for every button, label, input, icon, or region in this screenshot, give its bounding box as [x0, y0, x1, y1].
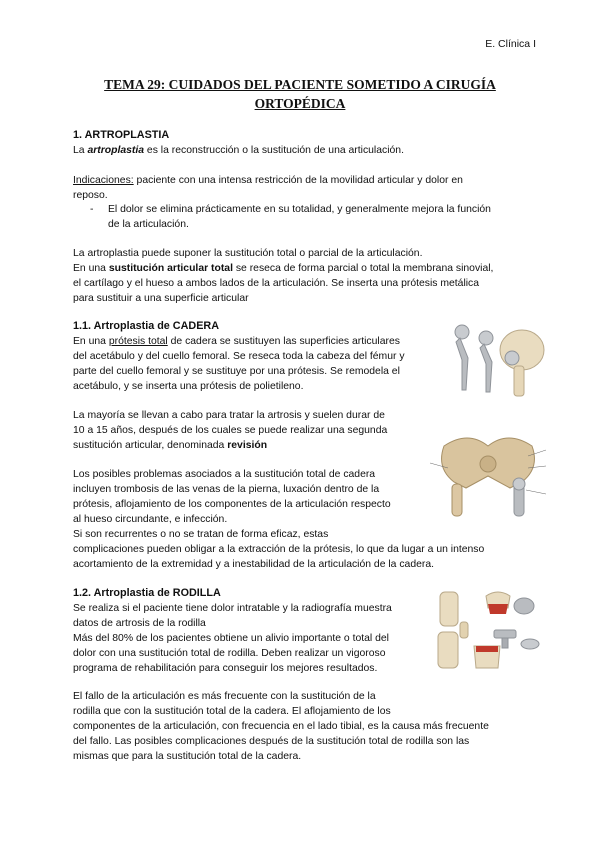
knee-line-3: Más del 80% de los pacientes obtiene un alivio importante o total del: [73, 633, 389, 644]
bullet-mark: -: [90, 204, 94, 215]
section-1-heading: 1. ARTROPLASTIA: [73, 129, 170, 141]
hip-complications-line-7: acortamiento de la extremidad y a inestabilidad de la articulación de la cadera.: [73, 559, 434, 570]
m3-bold: revisión: [227, 440, 268, 451]
indications-line-2: reposo.: [73, 190, 108, 201]
hip-complications-line-2: incluyen trombosis de las venas de la pierna, luxación dentro de la: [73, 484, 380, 495]
knee-line-4: dolor con una sustitución total de rodilla. Deben realizar un vigoroso: [73, 648, 386, 659]
hip-line-3: parte del cuello femoral y se sustituye por una prótesis. Se remodela el: [73, 366, 400, 377]
paragraph-total-line-2: el cartílago y el hueso a ambos lados de la articulación. Se inserta una prótesis metálica: [73, 278, 480, 289]
hip-prosthesis-figure: [440, 318, 550, 400]
title-line-2: ORTOPÉDICA: [254, 96, 346, 111]
page-title: [60, 75, 540, 113]
bullet-line-2: de la articulación.: [108, 219, 189, 230]
hip-l1-underline: prótesis total: [108, 336, 168, 347]
paragraph-total-line-3: para sustituir a una superficie articular: [73, 293, 249, 304]
indications-text: paciente con una intensa restricción de la movilidad articular y dolor en: [133, 175, 463, 186]
section-1-1-heading: 1.1. Artroplastia de CADERA: [73, 320, 219, 332]
knee-failure-line-3: componentes de la articulación, con frecuencia en el lado tibial, es la causa más frecuente: [73, 721, 489, 732]
hip-l1-post: de cadera se sustituyen las superficies articulares: [167, 336, 400, 347]
paragraph-total-line-1: [73, 261, 493, 276]
hip-complications-line-4: al hueso circundante, e infección.: [73, 514, 228, 525]
m3-pre: sustitución articular, denominada: [73, 440, 228, 451]
indications-line-1: [73, 173, 463, 188]
hip-complications-line-3: prótesis, aflojamiento de los componentes de la articulación respecto: [73, 499, 391, 510]
bullet-line-1: El dolor se elimina prácticamente en su totalidad, y generalmente mejora la función: [108, 204, 491, 215]
section-1-2-heading: 1.2. Artroplastia de RODILLA: [73, 587, 221, 599]
knee-failure-line-4: del fallo. Las posibles complicaciones después de la sustitución total de rodilla son las: [73, 736, 470, 747]
p2-pre: En una: [73, 263, 109, 274]
indications-label: Indicaciones:: [73, 175, 134, 186]
def-post: es la reconstrucción o la sustitución de una articulación.: [144, 145, 404, 156]
hip-complications-line-5: Si son recurrentes o no se tratan de forma eficaz, estas: [73, 529, 329, 540]
hip-complications-line-1: Los posibles problemas asociados a la sustitución total de cadera: [73, 469, 376, 480]
hip-l1-pre: En una: [73, 336, 109, 347]
pelvis-figure: [428, 428, 550, 518]
p2-bold: sustitución articular total: [108, 263, 233, 274]
knee-failure-line-1: El fallo de la articulación es más frecuente con la sustitución de la: [73, 691, 376, 702]
knee-line-5: programa de rehabilitación para conseguir los mejores resultados.: [73, 663, 378, 674]
hip-line-2: del acetábulo y del cuello femoral. Se reseca toda la cabeza del fémur y: [73, 351, 405, 362]
course-header: E. Clínica I: [485, 38, 536, 50]
knee-failure-line-2: rodilla que con la sustitución total de la cadera. El aflojamiento de los: [73, 706, 391, 717]
knee-line-1: Se realiza si el paciente tiene dolor intratable y la radiografía muestra: [73, 603, 392, 614]
hip-complications-line-6: complicaciones pueden obligar a la extracción de la prótesis, lo que da lugar a un intenso: [73, 544, 485, 555]
definition-paragraph: [73, 143, 404, 158]
hip-durability-line-2: 10 a 15 años, después de los cuales se puede realizar una segunda: [73, 425, 388, 436]
hip-line-1: [73, 334, 400, 349]
hip-durability-line-1: La mayoría se llevan a cabo para tratar la artrosis y suelen durar de: [73, 410, 385, 421]
hip-line-4: acetábulo, y se inserta una prótesis de polietileno.: [73, 381, 304, 392]
hip-durability-line-3: [73, 438, 267, 453]
def-pre: La: [73, 145, 88, 156]
knee-failure-line-5: mismas que para la sustitución total de la cadera.: [73, 751, 302, 762]
def-term: artroplastia: [87, 145, 145, 156]
knee-line-2: datos de artrosis de la rodilla: [73, 618, 206, 629]
paragraph-total-partial: La artroplastia puede suponer la sustitución total o parcial de la articulación.: [73, 248, 423, 259]
title-line-1: TEMA 29: CUIDADOS DEL PACIENTE SOMETIDO A CIRUGÍA: [104, 77, 496, 92]
knee-prosthesis-figure: [432, 588, 550, 672]
p2-post: se reseca de forma parcial o total la membrana sinovial,: [232, 263, 494, 274]
